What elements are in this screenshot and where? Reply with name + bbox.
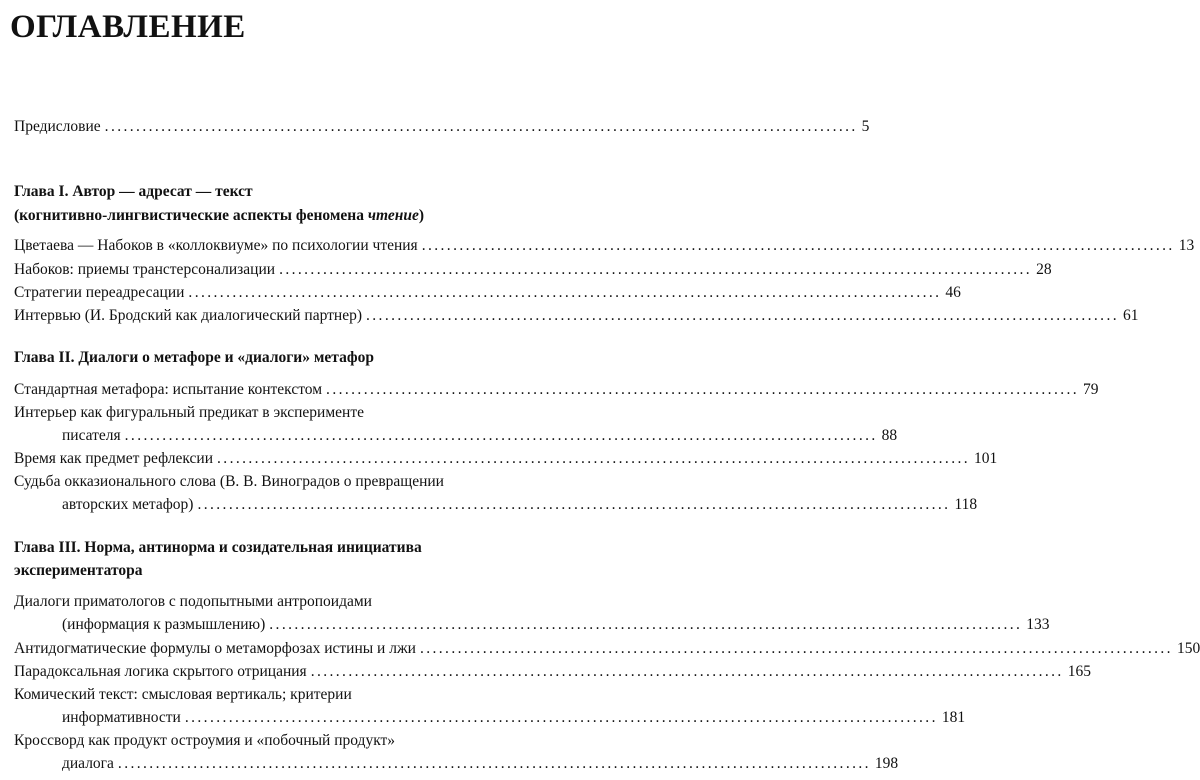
dot-leader: ........................................................................................................................ <box>366 307 1119 324</box>
toc-page-number: 165 <box>1067 663 1091 680</box>
toc-page-number: 5 <box>861 118 870 135</box>
toc-page-number: 181 <box>941 709 966 726</box>
toc-entry-continuation[interactable] <box>62 752 899 776</box>
toc-page-number: 88 <box>881 427 898 444</box>
toc-entry-title: Стандартная метафора: испытание контекстом <box>14 381 323 398</box>
toc-entry-title[interactable]: Судьба окказионального слова (В. В. Виноградов о превращении <box>14 473 444 490</box>
toc-entry-title: Цветаева — Набоков в «коллоквиуме» по психологии чтения <box>14 237 418 254</box>
toc-entry-title[interactable]: Диалоги приматологов с подопытными антропоидами <box>14 593 372 610</box>
toc-entry-title: Интервью (И. Бродский как диалогический партнер) <box>14 307 362 324</box>
dot-leader: ........................................................................................................................ <box>104 118 858 135</box>
dot-leader: ........................................................................................................................ <box>269 616 1023 633</box>
toc-entry-title[interactable]: Интерьер как фигуральный предикат в эксперименте <box>14 404 364 421</box>
toc-entry-title: Антидогматические формулы о метаморфозах истины и лжи <box>14 640 416 657</box>
dot-leader: ........................................................................................................................ <box>124 427 878 444</box>
toc-entry[interactable] <box>14 281 961 305</box>
dot-leader: ........................................................................................................................ <box>326 381 1080 398</box>
toc-entry-title[interactable]: Кроссворд как продукт остроумия и «побочный продукт» <box>14 732 396 749</box>
dot-leader: ........................................................................................................................ <box>279 261 1033 278</box>
toc-page-number: 79 <box>1083 381 1099 398</box>
toc-entry-title-cont: диалога <box>62 755 114 772</box>
toc-entry-title: Парадоксальная логика скрытого отрицания <box>14 663 307 680</box>
toc-entry-continuation[interactable] <box>62 424 898 448</box>
toc-entry[interactable] <box>14 378 1099 402</box>
toc-entry-preface[interactable] <box>14 115 870 139</box>
toc-entry[interactable] <box>14 637 1200 661</box>
toc-entry[interactable] <box>14 258 1052 282</box>
toc-entry-continuation[interactable] <box>62 493 978 517</box>
toc-entry-continuation[interactable] <box>62 613 1050 637</box>
toc-page-number: 198 <box>874 755 899 772</box>
toc-entry[interactable] <box>14 304 1139 328</box>
toc-page-number: 61 <box>1123 307 1139 324</box>
dot-leader: ........................................................................................................................ <box>310 663 1064 680</box>
toc-entry[interactable] <box>14 660 1091 684</box>
toc-entry-title-cont: (информация к размышлению) <box>62 616 266 633</box>
toc-entry-title-cont: авторских метафор) <box>62 496 194 513</box>
chapter-heading-cont: экспериментатора <box>14 562 143 579</box>
dot-leader: ........................................................................................................................ <box>217 450 971 467</box>
toc-entry-continuation[interactable] <box>62 706 966 730</box>
toc-entry-title: Время как предмет рефлексии <box>14 450 214 467</box>
dot-leader: ........................................................................................................................ <box>117 755 871 772</box>
toc-page-number: 46 <box>945 284 961 301</box>
dot-leader: ........................................................................................................................ <box>184 709 938 726</box>
toc-page-number: 13 <box>1178 237 1195 254</box>
toc-entry[interactable] <box>14 447 998 471</box>
toc-entry[interactable] <box>14 234 1195 258</box>
toc-page-number: 150 <box>1176 640 1200 657</box>
chapter-subheading: (когнитивно-лингвистические аспекты феномена чтение) <box>14 207 425 224</box>
toc-entry-title-cont: писателя <box>62 427 121 444</box>
toc-entry-title[interactable]: Комический текст: смысловая вертикаль; критерии <box>14 686 352 703</box>
toc-entry-title-cont: информативности <box>62 709 181 726</box>
chapter-heading: Глава III. Норма, антинорма и созидательная инициатива <box>14 539 422 556</box>
toc-page-number: 118 <box>954 496 978 513</box>
toc-page-number: 133 <box>1026 616 1050 633</box>
dot-leader: ........................................................................................................................ <box>421 237 1175 254</box>
toc-page-number: 101 <box>974 450 998 467</box>
page-title: ОГЛАВЛЕНИЕ <box>10 9 246 45</box>
dot-leader: ........................................................................................................................ <box>419 640 1173 657</box>
dot-leader: ........................................................................................................................ <box>188 284 942 301</box>
chapter-heading: Глава I. Автор — адресат — текст <box>14 183 253 200</box>
dot-leader: ........................................................................................................................ <box>197 496 951 513</box>
toc-entry-title: Набоков: приемы транстерсонализации <box>14 261 276 278</box>
chapter-heading: Глава II. Диалоги о метафоре и «диалоги» метафор <box>14 349 374 366</box>
toc-entry-title: Предисловие <box>14 118 101 135</box>
toc-entry-title: Стратегии переадресации <box>14 284 185 301</box>
toc-page-number: 28 <box>1036 261 1052 278</box>
